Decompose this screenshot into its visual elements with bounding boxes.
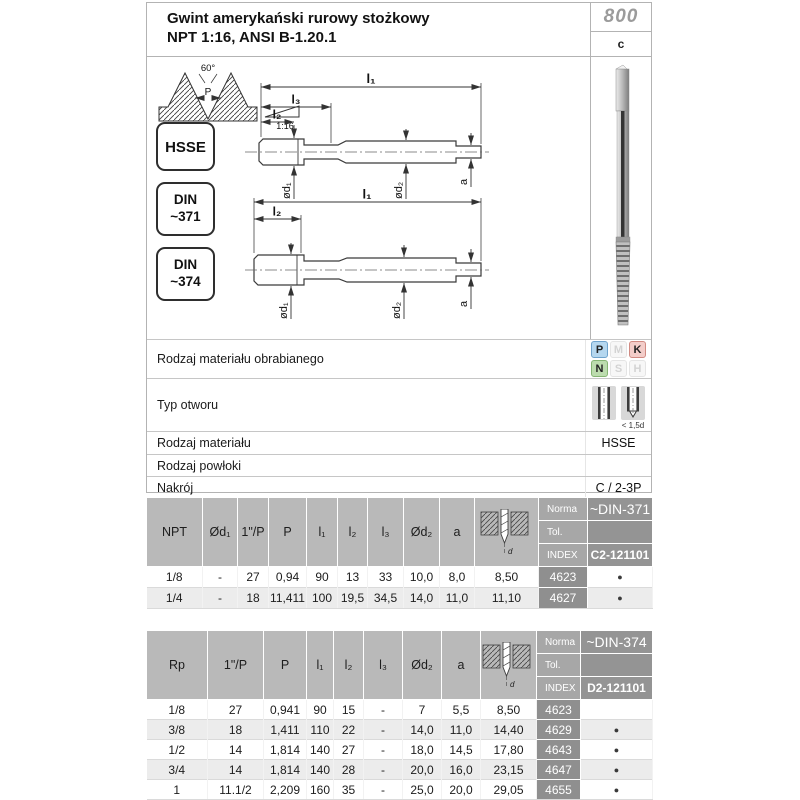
value-cell: 14,0 <box>404 588 440 609</box>
value-cell: 11.1/2 <box>208 780 264 800</box>
tolerance-value <box>581 654 653 677</box>
value-cell: 140 <box>307 740 334 760</box>
order-number-cell: 4623 <box>539 567 588 588</box>
content-box <box>146 2 652 493</box>
tolerance-label: Tol. <box>537 654 581 677</box>
column-header: l₂ <box>334 631 364 700</box>
value-cell: 18 <box>238 588 269 609</box>
spec-label-chamfer: Nakrój <box>157 481 194 495</box>
blind-hole-depth-note: < 1,5d <box>621 420 645 430</box>
din371-line1: DIN <box>173 192 198 207</box>
value-cell: 19,5 <box>338 588 368 609</box>
value-cell: 11,0 <box>440 588 475 609</box>
value-cell: 5,5 <box>442 700 481 720</box>
value-cell: 27 <box>238 567 269 588</box>
thread-size-cell: 1 <box>147 780 208 800</box>
tap2-d1-label: ød₁ <box>278 302 290 319</box>
series-box <box>590 3 651 56</box>
value-cell: 25,0 <box>403 780 442 800</box>
availability-dot-cell: ● <box>581 720 653 740</box>
tap-photo-square-head <box>616 69 629 111</box>
taper-label: 1:16 <box>276 121 294 131</box>
column-header: P <box>269 498 307 567</box>
material-badge-P: P <box>591 341 608 358</box>
drill-diameter-cell: 8,50 <box>475 567 539 588</box>
hsse-label: HSSE <box>165 139 206 156</box>
value-cell: 0,941 <box>264 700 307 720</box>
value-cell: 16,0 <box>442 760 481 780</box>
spec-row-tool-material <box>147 431 651 454</box>
table-row <box>147 780 653 800</box>
material-badge-H: H <box>629 360 646 377</box>
tap1-l3-label: l₃ <box>291 92 301 107</box>
index-label: INDEX <box>537 677 581 700</box>
index-value: D2-121101 <box>581 677 653 700</box>
value-cell: 110 <box>307 720 334 740</box>
column-header: l₃ <box>368 498 404 567</box>
value-cell: 22 <box>334 720 364 740</box>
value-cell: 160 <box>307 780 334 800</box>
value-cell: 18,0 <box>403 740 442 760</box>
value-cell: 35 <box>334 780 364 800</box>
din374-line1: DIN <box>173 257 198 272</box>
din374-box <box>157 248 214 300</box>
norma-label: Norma <box>539 498 588 521</box>
blind-hole-icon <box>621 386 645 430</box>
spec-label-material-group: Rodzaj materiału obrabianego <box>157 352 324 366</box>
page-header <box>147 3 651 57</box>
thread-size-cell: 1/8 <box>147 567 203 588</box>
drill-diameter-cell: 11,10 <box>475 588 539 609</box>
tap1-d1-label: ød₁ <box>281 182 293 199</box>
thread-size-cell: 3/8 <box>147 720 208 740</box>
spec-row-hole-type <box>147 378 651 431</box>
value-cell: - <box>364 720 403 740</box>
spec-row-coating <box>147 454 651 476</box>
title-line-1: Gwint amerykański rurowy stożkowy <box>167 10 430 27</box>
thread-size-cell: 1/8 <box>147 700 208 720</box>
value-cell: 14,0 <box>403 720 442 740</box>
spec-label-hole-type: Typ otworu <box>157 398 219 412</box>
coating-value <box>585 455 651 476</box>
value-cell: - <box>364 760 403 780</box>
table-row <box>147 567 653 588</box>
material-badge-K: K <box>629 341 646 358</box>
value-cell: 0,94 <box>269 567 307 588</box>
column-header: l₃ <box>364 631 403 700</box>
title-line-2: NPT 1:16, ANSI B-1.20.1 <box>167 29 337 46</box>
tolerance-value <box>588 521 653 544</box>
value-cell: 90 <box>307 700 334 720</box>
drill-hole-icon <box>482 642 536 688</box>
tap1-a-label: a <box>458 178 470 185</box>
column-header: l₁ <box>307 631 334 700</box>
value-cell: 27 <box>208 700 264 720</box>
thread-size-cell: 1/2 <box>147 740 208 760</box>
value-cell: 2,209 <box>264 780 307 800</box>
value-cell: - <box>364 780 403 800</box>
drill-diameter-cell: 17,80 <box>481 740 537 760</box>
tolerance-label: Tol. <box>539 521 588 544</box>
availability-dot-cell: ● <box>588 567 653 588</box>
value-cell: 18 <box>208 720 264 740</box>
column-header: l₁ <box>307 498 338 567</box>
din374-line2: ~374 <box>170 274 201 289</box>
material-badge-S: S <box>610 360 627 377</box>
norma-value: ~DIN-374 <box>581 631 653 654</box>
value-cell: 27 <box>334 740 364 760</box>
series-letter: c <box>617 37 625 51</box>
value-cell: 140 <box>307 760 334 780</box>
tool-material-value: HSSE <box>585 432 651 454</box>
tap1-l1-label: l₁ <box>366 71 376 86</box>
value-cell: 28 <box>334 760 364 780</box>
tap-photo-flute <box>621 111 625 237</box>
thread-size-column-header: Rp <box>147 631 208 700</box>
tap1-d2-label: ød₂ <box>393 181 405 199</box>
drill-diameter-cell: 29,05 <box>481 780 537 800</box>
value-cell: 100 <box>307 588 338 609</box>
angle-label: 60° <box>200 63 216 74</box>
tap1-l2-label: l₂ <box>272 107 282 122</box>
value-cell: 20,0 <box>403 760 442 780</box>
value-cell: 14,5 <box>442 740 481 760</box>
value-cell: - <box>364 700 403 720</box>
value-cell: - <box>364 740 403 760</box>
value-cell: 8,0 <box>440 567 475 588</box>
drill-diameter-cell: 14,40 <box>481 720 537 740</box>
through-hole-icon <box>592 386 616 420</box>
order-number-cell: 4629 <box>537 720 581 740</box>
rp-din374-table <box>146 630 653 800</box>
column-header: a <box>440 498 475 567</box>
value-cell: 10,0 <box>404 567 440 588</box>
tap2-l1-label: l₁ <box>362 186 372 202</box>
npt-din371-table <box>146 497 653 609</box>
column-header: a <box>442 631 481 700</box>
availability-dot-cell: ● <box>588 588 653 609</box>
value-cell: 15 <box>334 700 364 720</box>
table-row <box>147 588 653 609</box>
order-number-cell: 4623 <box>537 700 581 720</box>
value-cell: 90 <box>307 567 338 588</box>
value-cell: - <box>203 567 238 588</box>
table-row <box>147 760 653 780</box>
value-cell: 33 <box>368 567 404 588</box>
din371-box <box>157 183 214 235</box>
index-label: INDEX <box>539 544 588 567</box>
thread-size-column-header: NPT <box>147 498 203 567</box>
availability-dot-cell: ● <box>581 760 653 780</box>
norma-value: ~DIN-371 <box>588 498 653 521</box>
value-cell: 7 <box>403 700 442 720</box>
column-header: l₂ <box>338 498 368 567</box>
spec-label-coating: Rodzaj powłoki <box>157 458 242 473</box>
availability-dot-cell: ● <box>581 780 653 800</box>
order-number-cell: 4655 <box>537 780 581 800</box>
column-header: 1"/P <box>208 631 264 700</box>
hole-type-value <box>585 379 651 431</box>
hsse-box <box>157 123 214 170</box>
chamfer-value: C / 2-3P <box>585 477 651 499</box>
drill-d-label: d <box>509 679 514 688</box>
spec-rows <box>147 339 651 499</box>
thread-size-cell: 1/4 <box>147 588 203 609</box>
tap-technical-drawing <box>147 57 590 338</box>
drawing-row <box>147 57 651 339</box>
product-photo-cell <box>590 57 651 339</box>
order-number-cell: 4627 <box>539 588 588 609</box>
tap2-l2-label: l₂ <box>272 204 282 219</box>
index-value: C2-121101 <box>588 544 653 567</box>
thread-size-cell: 3/4 <box>147 760 208 780</box>
column-header: P <box>264 631 307 700</box>
column-header: Ød₂ <box>404 498 440 567</box>
value-cell: 14 <box>208 760 264 780</box>
material-group-value <box>585 340 651 378</box>
tap-photo-thread <box>616 242 630 325</box>
drill-diameter-cell: 23,15 <box>481 760 537 780</box>
value-cell: 1,814 <box>264 760 307 780</box>
spec-row-chamfer <box>147 476 651 499</box>
material-badge-M: M <box>610 341 627 358</box>
value-cell: 13 <box>338 567 368 588</box>
pitch-label: P <box>204 87 212 98</box>
spec-label-tool-material: Rodzaj materiału <box>157 436 251 450</box>
value-cell: 14 <box>208 740 264 760</box>
page-title <box>147 3 590 56</box>
order-number-cell: 4643 <box>537 740 581 760</box>
table-row <box>147 740 653 760</box>
drill-diameter-column-header <box>481 631 537 700</box>
tap2-a-label: a <box>458 300 470 307</box>
value-cell: 1,814 <box>264 740 307 760</box>
value-cell: 1,411 <box>264 720 307 740</box>
availability-dot-cell <box>581 700 653 720</box>
value-cell: - <box>203 588 238 609</box>
drill-hole-icon <box>480 509 534 555</box>
value-cell: 20,0 <box>442 780 481 800</box>
drill-diameter-cell: 8,50 <box>481 700 537 720</box>
column-header: 1"/P <box>238 498 269 567</box>
column-header: Ød₁ <box>203 498 238 567</box>
order-number-cell: 4647 <box>537 760 581 780</box>
tap-drawing-din371 <box>245 71 489 199</box>
din371-line2: ~371 <box>170 209 201 224</box>
tap-photo <box>592 57 650 337</box>
material-badges <box>591 341 646 377</box>
availability-dot-cell: ● <box>581 740 653 760</box>
series-number: 800 <box>591 3 651 32</box>
drawing-area <box>147 57 590 339</box>
value-cell: 11,411 <box>269 588 307 609</box>
spec-row-material-group <box>147 339 651 378</box>
drill-d-label: d <box>507 546 512 555</box>
table-row <box>147 720 653 740</box>
column-header: Ød₂ <box>403 631 442 700</box>
drill-diameter-column-header <box>475 498 539 567</box>
value-cell: 34,5 <box>368 588 404 609</box>
table-row <box>147 700 653 720</box>
tap-drawing-din374 <box>245 187 489 320</box>
tap2-d2-label: ød₂ <box>391 301 403 319</box>
norma-label: Norma <box>537 631 581 654</box>
value-cell: 11,0 <box>442 720 481 740</box>
material-badge-N: N <box>591 360 608 377</box>
